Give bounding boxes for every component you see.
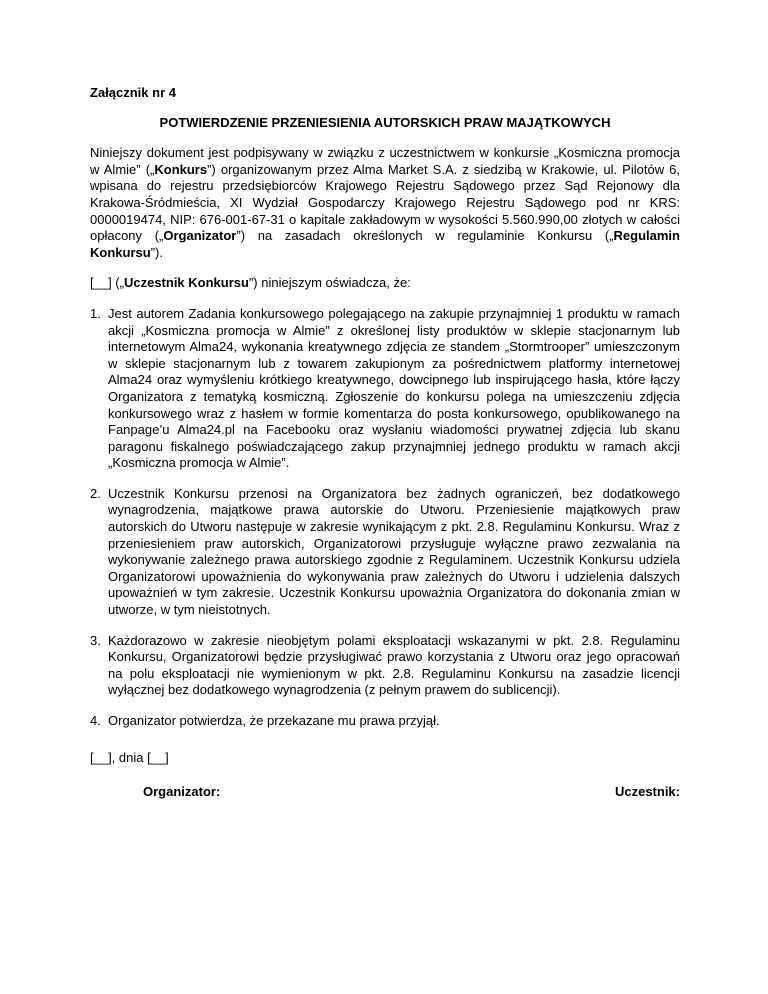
list-item-text: Organizator potwierdza, że przekazane mu prawa przyjął. [108,713,440,728]
participant-signature-label: Uczestnik: [614,784,680,800]
list-item [90,486,680,619]
intro-text-3: ”) na zasadach określonych w regulaminie Konkursu („ [236,228,614,244]
list-item-number: 3. [90,632,101,648]
list-item-text: Uczestnik Konkursu przenosi na Organizatora bez żadnych ograniczeń, bez dodatkowego wynagrodzenia, majątkowe prawa autorskie do Utworu. Przeniesienie majątkowych praw autorskich do Utworu następuje w zakresie wynikającym z pkt. 2.8. Regulaminu Konkursu. Wraz z przeniesieniem praw autorskich, Organizatorowi przysługuje wyłączne prawo zezwalania na wykonywanie zależnego prawa autorskiego zgodnie z Regulaminem. Uczestnik Konkursu udziela Organizatorowi upoważnienia do wykonywania praw zależnych do Utworu i udzielenia dalszych upoważnień w tym zakresie. Uczestnik Konkursu upoważnia Organizatora do dokonania zmian w utworze, w tym nieistotnych. [108,485,680,618]
document-page [90,85,680,804]
list-item [90,713,680,730]
organizer-signature-label: Organizator: [143,784,221,800]
list-item [90,633,680,699]
participant-statement [90,275,680,292]
intro-text-4: ”). [150,244,163,260]
participant-text-1: [__] („ [90,275,124,291]
list-item-text: Jest autorem Zadania konkursowego polegającego na zakupie przynajmniej 1 produktu w ramach akcji „Kosmiczna promocja w Almie” z określonej listy produktów w sklepie stacjonarnym lub internetowym Alma24, wykonania kreatywnego zdjęcia ze standem „Stormtrooper” umieszczonym w sklepie stacjonarnym lub z towarem zakupionym za pośrednictwem platformy internetowej Alma24 oraz wymyśleniu krótkiego kreatywnego, dowcipnego lub inspirującego hasła, które łączy Organizatora z tematyką kosmiczną. Zgłoszenie do konkursu polega na umieszczeniu zdjęcia konkursowego wraz z hasłem w formie komentarza do posta konkursowego, opublikowanego na Fanpage’u Alma24.pl na Facebooku oraz wysłaniu wiadomości prywatnej zdjęcia lub skanu paragonu fiskalnego poświadczającego zakup przynajmniej jednego produktu w ramach akcji „Kosmiczna promocja w Almie”. [108,305,680,471]
participant-bold: Uczestnik Konkursu [123,275,249,291]
list-item [90,306,680,472]
participant-text-2: ”) niniejszym oświadcza, że: [248,275,411,291]
list-item-text: Każdorazowo w zakresie nieobjętym polami eksploatacji wskazanymi w pkt. 2.8. Regulaminu Konkursu, Organizatorowi będzie przysługiwać prawo korzystania z Utworu oraz jego opracowań na polu eksploatacji nie wymienionym w pkt. 2.8. Regulaminu Konkursu na zasadzie licencji wyłącznej bez dodatkowego wynagrodzenia (z pełnym prawem do sublicencji). [108,632,680,698]
statement-list [90,306,680,730]
place-date-line: [__], dnia [__] [90,749,169,765]
intro-text-2: ”) organizowanym przez Alma Market S.A. z siedzibą w Krakowie, ul. Pilotów 6, wpisana do rejestru przedsiębiorców Krajowego Rejestru Sądowego przez Sąd Rejonowy dla Krakowa-Śródmieścia, XI Wydział Gospodarczy Krajowego Rejestru Sądowego pod nr KRS: 0000019474, NIP: 676-001-67-31 o kapitale zakładowym w wysokości 5.560.990,00 złotych w całości opłacony („ [90,161,681,244]
list-item-number: 4. [90,713,101,728]
list-item-number: 1. [90,305,101,321]
intro-bold-konkurs: Konkurs [154,161,208,177]
intro-bold-regulamin: Regulamin Konkursu [90,228,680,260]
list-item-number: 2. [90,485,101,501]
attachment-label: Załącznik nr 4 [90,85,176,100]
intro-paragraph [90,145,680,261]
intro-text-1: Niniejszy dokument jest podpisywany w związku z uczestnictwem w konkursie „Kosmiczna promocja w Almie” („ [90,145,680,177]
signature-block [90,784,680,804]
intro-bold-organizator: Organizator [163,228,237,244]
document-title: POTWIERDZENIE PRZENIESIENIA AUTORSKICH PRAW MAJĄTKOWYCH [159,114,611,130]
